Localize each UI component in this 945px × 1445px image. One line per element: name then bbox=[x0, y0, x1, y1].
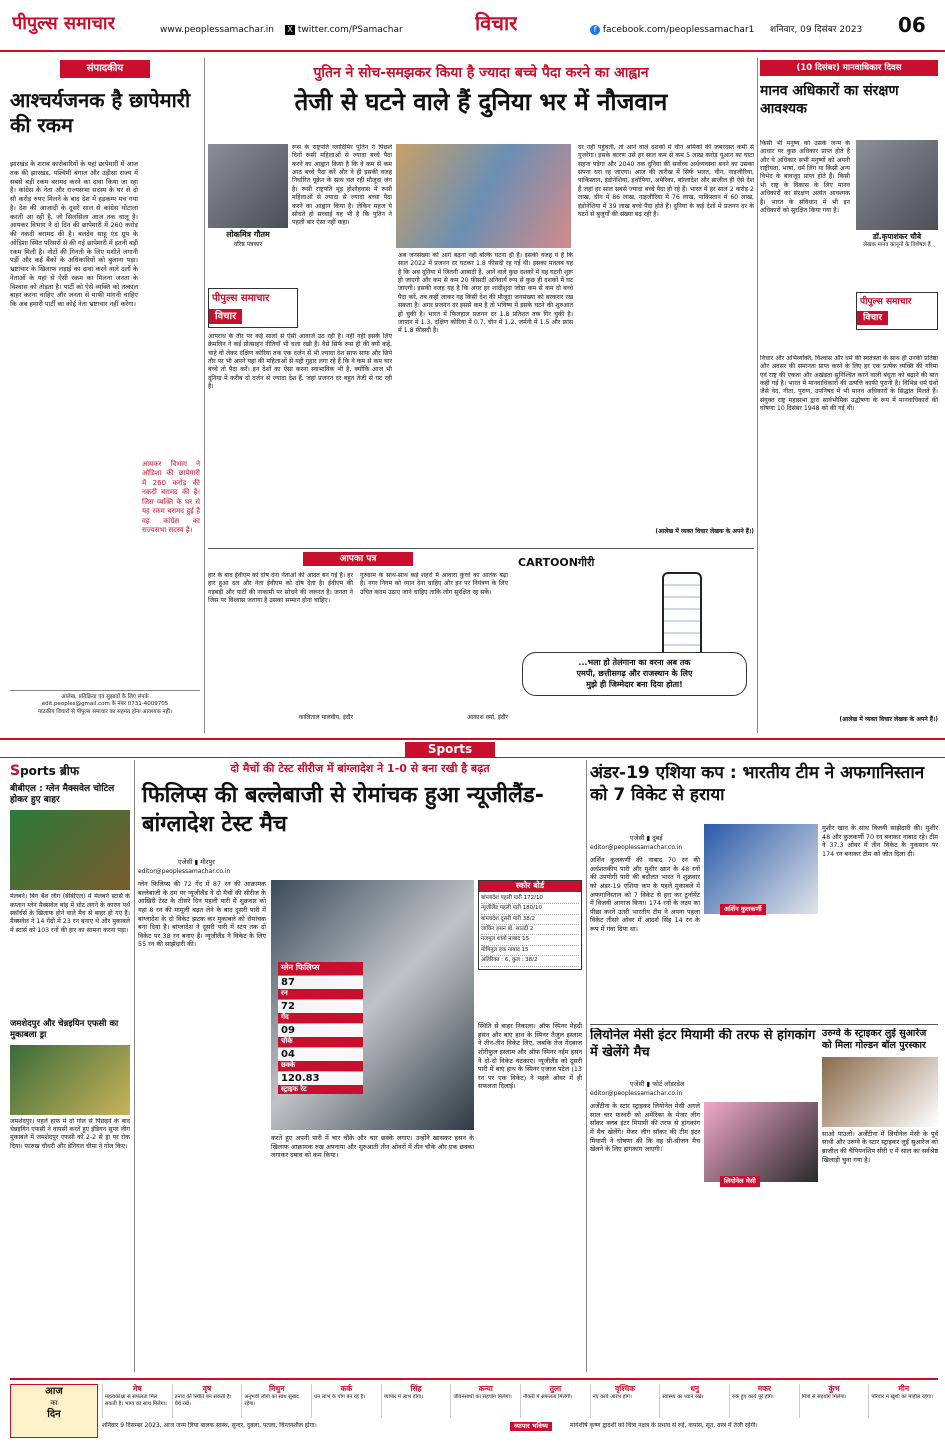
brand-logo: पीपुल्स समाचार bbox=[212, 293, 270, 304]
horoscope-signs bbox=[102, 1384, 938, 1418]
horoscope-business-label: व्यापार भविष्य bbox=[510, 1422, 552, 1431]
horoscope-sign-name: धनु bbox=[690, 1384, 700, 1393]
cartoon bbox=[512, 552, 754, 732]
letter-2-sign: आकाश वर्मा, इंदौर bbox=[467, 714, 508, 721]
sports-main-headline: फिलिप्स की बल्लेबाजी से रोमांचक हुआ न्यूजीलैंड-बांग्लादेश टेस्ट मैच bbox=[142, 783, 544, 837]
u19-body2: मुशीर खान के साथ विजयी साझेदारी की। मुशीर 48 और कुलकर्णी 70 रन बनाकर नाबाद रहे। टीम ने 37.3 ओवर में तीन विकेट के नुकसान पर 174 रन बनाकर टीम को जीत दिला दी। bbox=[822, 824, 938, 858]
u19-headline: अंडर-19 एशिया कप : भारतीय टीम ने अफगानिस्तान को 7 विकेट से हराया bbox=[590, 763, 925, 806]
phillips-stats-label: ग्लेन फिलिप्स bbox=[278, 962, 363, 975]
horoscope-sign-text: तनाव की स्थिति बन सकती है। धैर्य रखें। bbox=[174, 1394, 232, 1407]
editorial-footer-line2[interactable]: edit.peoples@gmail.com के नंबर 0731-4009705 bbox=[41, 701, 169, 708]
sports-brief-headline: बीबीएल : ग्लेन मैक्सवेल चोटिल होकर हुए बाहर bbox=[10, 783, 115, 806]
horoscope-business-text: मार्गशीर्ष कृष्ण द्वादशी को चित्रा नक्षत्र के प्रभाव से रुई, कपास, सूत, वस्त्र में तेजी रहेगी। bbox=[570, 1422, 758, 1429]
sports-brief-label-text: ports ब्रीफ bbox=[20, 764, 80, 778]
cartoon-title: CARTOONगीरी bbox=[518, 556, 595, 569]
horoscope-sign-name: वृष bbox=[202, 1384, 212, 1393]
phillips-stat-label: रन bbox=[278, 989, 363, 998]
u19-byline: एजेंसी ▮ दुबई bbox=[630, 834, 663, 842]
sports-brief-body: मेलबर्न। बिग बैश लीग (बीबीएल) में मेलबर्न स्टार्स के कप्तान ग्लेन मैक्सवेल बांह में चोट लगने के कारण पर्थ स्कॉर्चर्स के खिलाफ होने वाले मैच से बाहर हो गए हैं। मैक्सवेल ने 14 गेंदों में 23 रन बनाए थे और मुकाबले में स्टार्स को 103 रनों की हार का सामना करना पड़ा। bbox=[10, 893, 130, 934]
editorial-footer bbox=[10, 690, 200, 716]
sports-brief-label bbox=[10, 762, 130, 781]
editorial-body: झारखंड के शराब कारोबारियों के यहां छापेमारी में आज तक की झारखंड, पश्चिमी बंगाल और उड़ीसा राज्य में सबसे बड़ी रकम बरामद करने का दावा किया जा रहा है। कांग्रेस के नेता और राज्यसभा सदस्य के घर से दो सौ करोड़ रुपए मिलने के बाद देश में हड़कम्प मच गया है। देश की आजादी के दूसरे साल से कांग्रेस घोटाला करती आ रही है, जो सिलसिला आज तक चालू है। आयकर विभाग ने दो दिन की छापेमारी में 260 करोड़ की नकदी बरामद की है। बलदेव साहू एंड ग्रुप के ओड़िशा स्थित परिसरों से की गई छापेमारी में इतनी बड़ी रकम मिली है। नोटों की गिनती के लिए मशीनें लगानी पड़ीं और कई बैंकों के अधिकारियों को बुलाना पड़ा। भ्रष्टाचार के खिलाफ लड़ाई का दावा करने वाले दलों के नेताओं के यहां से ऐसी रकम का मिलना जनता के विश्वास को तोड़ता है। पार्टी को ऐसे व्यक्ति को तत्काल बाहर करना चाहिए और जनता से माफी मांगनी चाहिए कि अब हमारी पार्टी का कोई नेता भ्रष्टाचार नहीं करेगा। bbox=[10, 160, 138, 309]
masthead-website[interactable]: www.peoplessamachar.in bbox=[160, 25, 274, 35]
horoscope-title-box bbox=[10, 1384, 98, 1438]
horoscope-sign-text: अनुभवी लोगों का साथ सुखद रहेगा। bbox=[244, 1394, 299, 1407]
horoscope-sign-text: व्यापार में लाभ होगा। bbox=[383, 1394, 424, 1401]
sports-main-article bbox=[138, 762, 582, 1372]
horoscope-sign-text: नए कार्य आरंभ होंगे। bbox=[592, 1394, 632, 1401]
horoscope-sign-name: मिथुन bbox=[268, 1384, 285, 1393]
letters-title: आपका पत्र bbox=[303, 552, 413, 566]
letters bbox=[208, 552, 508, 732]
letter-1: हार के बाद ईवीएम को दोष देना नेताओं की आदत बन गई है। हर हार हुआ दल और नेता ईवीएम को दोष देता है। ईवीएम की गड़बड़ी और पार्टी की नाकामी पर सोचने की जरूरत है। जनता ने जिस पर विश्वास जताया है उसका सम्मान होना चाहिए। bbox=[208, 572, 353, 605]
editorial-side-note: आयकर विभाग ने ओडिशा की छापेमारी में 260 करोड़ की नकदी बरामद की है। जिस व्यक्ति के घर से यह रकम बरामद हुई है वह कांग्रेस का राज्यसभा सदस्य है। bbox=[142, 460, 200, 535]
letter-1-sign: कालिताल मालवीय, इंदौर bbox=[298, 714, 353, 721]
human-rights-body1: किसी भी मनुष्य को उसके जन्म के आधार पर कुछ अधिकार प्राप्त होते हैं और ये अधिकार सभी मनुष्यों को अपनी राष्ट्रीयता, भाषा, धर्म लिंग या किसी अन्य विभेद के बावजूद प्राप्त होते हैं। किसी भी राष्ट्र के विकास के लिए मानव अधिकारों का संरक्षण अत्यंत आवश्यक है। भारत के संविधान में भी इन अधिकारों को सुरक्षित किया गया है। bbox=[760, 140, 850, 214]
twitter-handle: twitter.com/PSamachar bbox=[297, 25, 403, 35]
editorial-tag: संपादकीय bbox=[60, 60, 150, 78]
horoscope-sign-name: कुंभ bbox=[828, 1384, 840, 1393]
horoscope-bottom-text: शनिवार 9 दिसम्बर 2023, आज जन्म लिया बालक स्वस्थ, सुन्दर, दुबला, पतला, चिन्तनशील होगा। bbox=[102, 1422, 317, 1429]
scoreboard-body: स्थिति से बाहर निकाला। ऑफ स्पिनर मेहदी हसन और बाएं हाथ के स्पिनर तैजुल इस्लाम ने तीन-तीन विकेट लिए, जबकि तेज गेंदबाज शोरीफुल इस्लाम और ऑफ स्पिनर नईम हसन ने दो-दो विकेट चटकाए। न्यूजीलैंड को दूसरी पारी में बाएं हाथ के स्पिनर एजाज पटेल (13 रन पर एक विकेट) ने पहले ओवर में ही सफलता दिलाई। bbox=[478, 1022, 582, 1091]
scoreboard-line: बांग्लादेश दूसरी पारी 38/2 bbox=[481, 915, 579, 925]
human-rights-author-role: लेखक मानव कानूनों के विशेषज्ञ हैं bbox=[863, 242, 931, 248]
phillips-stat-value: 72 bbox=[281, 1000, 295, 1012]
masthead-date: शनिवार, 09 दिसंबर 2023 bbox=[770, 25, 863, 35]
masthead-section: विचार bbox=[475, 11, 518, 35]
phillips-stat-row bbox=[278, 1000, 363, 1023]
cartoon-bubble bbox=[522, 652, 747, 696]
suarez-photo bbox=[822, 1057, 938, 1127]
suarez-article bbox=[822, 1028, 938, 1372]
phillips-stat-label: गेंद bbox=[278, 1013, 363, 1022]
horoscope-sign-name: तुला bbox=[549, 1384, 562, 1393]
brand-box bbox=[208, 288, 298, 328]
horoscope-sign bbox=[450, 1384, 520, 1418]
masthead-logo: पीपुल्स समाचार bbox=[12, 13, 115, 34]
horoscope-sign-text: परिवार में खुशी का माहौल रहेगा। bbox=[871, 1394, 934, 1401]
scoreboard-line: बांग्लादेश पहली पारी 172/10 bbox=[481, 894, 579, 904]
phillips-stat-row bbox=[278, 1072, 363, 1095]
horoscope-title-line2: का bbox=[50, 1398, 58, 1407]
messi-headline: लियोनेल मेसी इंटर मियामी की तरफ से हांगकांग में खेलेंगे मैच bbox=[590, 1028, 816, 1060]
phillips-stat-value: 09 bbox=[281, 1024, 295, 1036]
horoscope-sign-name: कर्क bbox=[340, 1384, 353, 1393]
phillips-stat-row bbox=[278, 1048, 363, 1071]
sports-brief bbox=[10, 762, 130, 1372]
human-rights-article bbox=[760, 60, 938, 732]
sports-brief-s: S bbox=[10, 763, 21, 779]
masthead-page-number: 06 bbox=[898, 13, 926, 37]
human-rights-footer: (आलेख में व्यक्त विचार लेखक के अपने हैं।) bbox=[839, 716, 938, 723]
messi-byline: एजेंसी ▮ फोर्ट लॉडरडेल bbox=[630, 1080, 685, 1088]
main-article-headline: तेजी से घटने वाले हैं दुनिया भर में नौजवान bbox=[294, 88, 668, 116]
main-article-footer: (आलेख में व्यक्त विचार लेखक के अपने हैं।) bbox=[655, 528, 754, 535]
horoscope-sign-name: वृश्चिक bbox=[615, 1384, 635, 1393]
u19-caption: अर्शिन कुलकर्णी bbox=[720, 904, 766, 915]
cartoon-bubble-line2: एमपी, छत्तीसगढ़ और राजस्थान के लिए bbox=[576, 668, 693, 678]
horoscope-sign-text: महत्वकांक्षा से सफलता मिल सकती है। भाग्य का साथ मिलेगा। bbox=[105, 1394, 167, 1407]
phillips-stats-list bbox=[278, 976, 363, 1095]
messi-body: अर्जेंटीना के स्टार स्ट्राइकर लियोनेल मेसी अगले साल चार फरवरी को अमेरिका के मेजर लीग सॉकर क्लब इंटर मियामी की तरफ से हांगकांग में मैच खेलेंगे। मेजर लीग सॉकर की टीम इंटर मियामी ने घोषणा की कि वह प्री-सीजन मैच खेलने के लिए हांगकांग जाएगी। bbox=[590, 1102, 700, 1154]
u19-article bbox=[590, 762, 938, 1022]
human-rights-brand-logo: पीपुल्स समाचार bbox=[860, 297, 912, 307]
main-article-col1b: आपराध के तौर पर कई सालों से ऐसी आवाजें उठ रही हैं। नहीं नहीं इसके लिए क्रेमलिन ने कई प्रोत्साहन नीतियाँ भी चला रखी हैं। वैसे सिर्फ रूस ही की क्यों कहें, चाहे वो लेकर दक्षिण कोरिया तक एक दर्जन से भी ज्यादा देश साफ साफ और छिपे तौर पर भी अपने यहां की महिलाओं से यही गुहार लगा रहे हैं कि वे कम से कम चार बच्चे तो पैदा करें। इन देशों का ऐसा करना स्वाभाविक भी है, क्योंकि आज भी दुनिया में करीब दो दर्जन से ज्यादा देश हैं, जहां प्रजनन दर बहुत तेजी से घट रही है। bbox=[208, 333, 392, 391]
scoreboard bbox=[478, 880, 582, 970]
suarez-headline: उरुग्वे के स्ट्राइकर लुई सुआरेज को मिला गोल्डन बॉल पुरस्कार bbox=[822, 1028, 927, 1052]
horoscope-sign bbox=[172, 1384, 242, 1418]
horoscope-sign-text: स्वास्थ्य का ध्यान रखें। bbox=[662, 1394, 704, 1401]
scoreboard-title: स्कोर बोर्ड bbox=[479, 881, 581, 892]
letter-2: गुरुग्राम के साथ-साथ कई शहरों में आवारा कुत्तों का आतंक बढ़ा है। नगर निगम को ध्यान देना चाहिए और इन पर नियंत्रण के लिए उचित कदम उठाए जाने चाहिए ताकि लोग सुरक्षित रह सकें। bbox=[360, 572, 508, 596]
youth-photo bbox=[396, 144, 571, 248]
sports-main-body: ग्लेन फिलिप्स की 72 गेंद में 87 रन की आक्रामक बल्लेबाजी के दम पर न्यूजीलैंड ने दो मैचों की सीरीज के आखिरी टेस्ट के तीसरे दिन पहली पारी में शुक्रवार को यहां 8 रन की मामूली बढ़त लेने के बाद दूसरी पारी में बांग्लादेश के दो विकेट झटक कर मुकाबले को रोमांचक बना दिया है। बांग्लादेश ने दूसरी पारी में स्टंप तक दो विकेट पर 38 रन बनाए हैं। न्यूजीलैंड ने विकेट के लिए 55 रन की साझेदारी की। bbox=[138, 880, 266, 949]
phillips-stat-label: स्ट्राइक रेट bbox=[278, 1085, 363, 1094]
main-article-kicker: पुतिन ने सोच-समझकर किया है ज्यादा बच्चे पैदा करने का आह्वान bbox=[313, 65, 649, 81]
scoreboard-line: न्यूजीलैंड पहली पारी 180/10 bbox=[481, 904, 579, 914]
facebook-handle: facebook.com/peoplessamachar1 bbox=[602, 25, 755, 35]
messi-caption: लियोनेल मेसी bbox=[720, 1176, 760, 1187]
horoscope-sign bbox=[590, 1384, 660, 1418]
human-rights-brand-box bbox=[856, 292, 938, 330]
scoreboard-line: मोमिनुल हक नाबाद 15 bbox=[481, 946, 579, 956]
horoscope bbox=[10, 1378, 938, 1440]
sports-brief2-headline: जमशेदपुर और चेन्नइयिन एफसी का मुकाबला ड्रा bbox=[10, 1019, 119, 1041]
facebook-icon: f bbox=[590, 25, 600, 35]
maxwell-photo bbox=[10, 810, 130, 890]
u19-email[interactable]: editor@peoplessamachar.co.in bbox=[590, 844, 683, 851]
sports-main-email[interactable]: editor@peoplessamachar.co.in bbox=[138, 868, 231, 875]
phillips-stat-label: छक्के bbox=[278, 1061, 363, 1070]
human-rights-author-name: डॉ.कृपाशंकर चौबे bbox=[872, 232, 922, 241]
twitter-icon: X bbox=[285, 25, 295, 35]
horoscope-sign-text: रुके हुए कार्य पूरे होंगे। bbox=[732, 1394, 774, 1401]
sports-banner-label: Sports bbox=[405, 742, 495, 757]
horoscope-sign-text: नौकरी में सफलता मिलेगी। bbox=[523, 1394, 573, 1401]
sports-banner bbox=[0, 738, 945, 758]
horoscope-sign bbox=[868, 1384, 938, 1418]
messi-photo bbox=[704, 1102, 818, 1182]
phillips-stats bbox=[278, 962, 363, 1094]
horoscope-sign-name: मीन bbox=[898, 1384, 910, 1393]
phillips-stat-value: 87 bbox=[281, 976, 295, 988]
scoreboard-lines bbox=[479, 892, 581, 969]
horoscope-sign bbox=[311, 1384, 381, 1418]
sports-main-byline: एजेंसी ▮ मीरपुर bbox=[178, 858, 215, 866]
editorial-footer-line3: पाठकीय विचारों से पीपुल्स समाचार का सहमत होना आवश्यक नहीं। bbox=[37, 708, 173, 715]
cartoon-bubble-line1: ...भला हो तेलंगाना का वरना अब तक bbox=[578, 658, 691, 667]
horoscope-title-line3: दिन bbox=[47, 1408, 61, 1420]
main-article-col2: अब जनसंख्या को आगे बढ़ना नहीं बल्कि घटना ही है। इसकी वजह ये है कि साल 2022 में प्रजनन दर घटकर 1.8 फीसदी रह गई थी। इसका मतलब यह है कि अब दुनिया में जितनी आबादी है, आने वाले कुछ दशकों में यह घटनी शुरू हो जाएगी और कम से कम 20 फीसदी अनिवार्य रूप से कुछ ही दशकों में घट जाएगी। इसकी वजह यह है कि अगर हर शादीशुदा जोड़ा कम से कम दो बच्चे पैदा करें, तब कहीं जाकर यह किसी देश की मौजूदा जनसंख्या को बरकरार रख सकता है। अगर प्रजनन दर इससे कम है तो भविष्य में इसके घटने की शुरुआत हो चुकी है। भारत में फिलहाल प्रजनन दर 1.8 प्रतिशत तक गिर चुकी है। जापान में 1.3, दक्षिण कोरिया में 0.7, चीन में 1.2, जर्मनी में 1.5 और फ्रांस में 1.8 फीसदी है। bbox=[398, 252, 573, 335]
author-name: लोकमित्र गौतम bbox=[226, 230, 270, 239]
u19-photo bbox=[704, 824, 818, 914]
horoscope-sign-text: धन लाभ के योग बन रहे हैं। bbox=[314, 1394, 366, 1401]
human-rights-tag: (10 दिसंबर) मानवाधिकार दिवस bbox=[760, 60, 938, 76]
author-role: वरिष्ठ पत्रकार bbox=[233, 241, 263, 248]
masthead bbox=[0, 0, 945, 52]
horoscope-sign-name: कन्या bbox=[478, 1384, 493, 1393]
human-rights-headline: मानव अधिकारों का संरक्षण आवश्यक bbox=[760, 83, 899, 118]
scoreboard-line: अतिरिक्त : 6, कुल : 38/2 bbox=[481, 956, 579, 966]
cartoon-bubble-line3: मुझे ही जिम्मेदार बना दिया होता! bbox=[586, 679, 683, 689]
u19-body: अर्शिन कुलकर्णी की नाबाद 70 रन की अर्धशतकीय पारी और मुशीर खान के 48 रनों की उपयोगी पारी की बदौलत भारत ने शुक्रवार को अंडर-19 एशिया कप के पहले मुकाबले में अफगानिस्तान को 7 विकेट से हरा कर टूर्नामेंट में विजयी आगाज किया। 174 रनों के लक्ष्य का पीछा करने उतरी भारतीय टीम ने अपना पहला विकेट तीसरे ओवर में आदर्श सिंह 14 रन के रूप में गंवा दिया था। bbox=[590, 856, 700, 934]
editorial-headline: आश्चर्यजनक है छापेमारी की रकम bbox=[10, 88, 191, 137]
main-article bbox=[208, 58, 754, 548]
horoscope-sign bbox=[102, 1384, 172, 1418]
football-photo bbox=[10, 1045, 130, 1115]
main-article-col1: रूस के राष्ट्रपति व्लादिमिर पुतिन ने पिछले दिनों रूसी महिलाओं से ज्यादा बच्चे पैदा करने का आह्वान किया है कि वे कम से कम आठ बच्चे पैदा करें और वे ही इसकी वजह निर्धारित यूक्रेन के साथ चल रही मौजूदा जंग है। रूसी राष्ट्रपति मूड़ होशोहवास में रूसी महिलाओं से ज्यादा से ज्यादा बच्चा पैदा करने का आह्वान किया है। लेकिन महज ये सोचते हो सच्चाई यह भी है कि पुतिन ने पहली बार ऐसा नहीं कहा। bbox=[292, 144, 392, 227]
scoreboard-line: नजमुल शांतो नाबाद 15 bbox=[481, 935, 579, 945]
editorial-footer-line1: आलेख, प्रतिक्रिया एवं सुझावों के लिए संपर्क bbox=[61, 694, 149, 700]
horoscope-sign bbox=[659, 1384, 729, 1418]
sports-brief2-body: जमशेदपुर। पहले हाफ में दो गोल से पिछड़ने के बाद चेन्नइयिन एफसी ने वापसी करते हुए इंडियन सुपर लीग मुकाबले में जमशेदपुर एफसी को 2-2 से ड्रा पर रोक दिया। फारुख चौधरी और डेनियल चीमा ने गोल किए। bbox=[10, 1117, 130, 1150]
horoscope-sign-name: मेष bbox=[132, 1384, 142, 1393]
evm-machine-icon bbox=[662, 572, 702, 662]
main-article-col3: दर नहीं पहुंचती, तो आने वाले दशकों में चीन श्रमिकों की जबरदस्त कमी से गुजरेगा। इसके कारण उसे हर साल कम से कम 5 लाख करोड़ यूआन का घाटा सहना पड़ेगा और 2040 तक दुनिया की सर्वोच्च अर्थव्यवस्था बनने का उसका सपना धरा रह जाएगा। आज की तारीख में सिर्फ भारत, चीन, नाइजीरिया, पाकिस्तान, इंडोनेशिया, इथोपिया, अमेरिका, बांग्लादेश और ब्राजील ही ऐसे देश हैं जहां हर साल सबसे ज्यादा बच्चे पैदा हो रहे हैं। भारत में हर साल 2 करोड़ 2 लाख, चीन में 86 लाख, नाइजीरिया में 76 लाख, पाकिस्तान में 60 लाख, इंडोनेशिया में 39 लाख बच्चे पैदा होते हैं। दुनिया के कई देशों में प्रजनन दर के घटने से बुजुर्गों की संख्या बढ़ रही है। bbox=[578, 144, 754, 218]
horoscope-sign bbox=[381, 1384, 451, 1418]
horoscope-sign-text: मित्रों से सहयोग मिलेगा। bbox=[801, 1394, 847, 1401]
phillips-stat-row bbox=[278, 976, 363, 999]
human-rights-author-photo bbox=[856, 140, 938, 230]
horoscope-sign bbox=[799, 1384, 869, 1418]
horoscope-sign bbox=[729, 1384, 799, 1418]
horoscope-sign bbox=[520, 1384, 590, 1418]
brand-tag: विचार bbox=[209, 309, 242, 325]
sports-main-body2: करते हुए अपनी पारी में चार चौके और चार छक्के लगाए। उन्होंने खासकर हसन के खिलाफ आक्रामक रुख अपनाया और शुरुआती तीन ओवरों में तीन चौके और एक छक्का लगाकर दबाव को कम किया। bbox=[271, 1134, 474, 1160]
phillips-stat-label: चौके bbox=[278, 1037, 363, 1046]
human-rights-brand-tag: विचार bbox=[857, 311, 888, 325]
scoreboard-line: जाकिर हसन बो. साउदी 2 bbox=[481, 925, 579, 935]
messi-email[interactable]: editor@peoplessamachar.co.in bbox=[590, 1090, 683, 1097]
masthead-twitter[interactable] bbox=[285, 24, 403, 36]
horoscope-sign-name: सिंह bbox=[410, 1384, 422, 1393]
masthead-facebook[interactable] bbox=[590, 24, 754, 36]
human-rights-body2: विचार और अभिव्यक्ति, विश्वास और धर्म की स्वतंत्रता के साथ ही उनकी प्रतिष्ठा और अवसर की समानता प्राप्त करने के लिए हर एक प्रत्येक व्यक्ति की गरिमा एवं राष्ट्र की एकता और अखंडता सुनिश्चित करने वाली बंधुता को बढ़ाने की बात कही गई है। भारत में मानवाधिकारों की उत्पत्ति काफी पुरानी है। विभिन्न धर्म ग्रंथों जैसे वेद, गीता, पुराण, उपनिषद में भी मानव अधिकारों के सिद्धांत मिलते हैं। संयुक्त राष्ट्र महासभा द्वारा सार्वभौमिक उद्घोषणा के रूप में मानवाधिकारों की घोषणा 10 दिसंबर 1948 को की गई थी। bbox=[760, 355, 938, 413]
author-photo bbox=[208, 144, 288, 228]
sports-main-kicker: दो मैचों की टेस्ट सीरीज में बांग्लादेश ने 1-0 से बना रखी है बढ़त bbox=[230, 762, 490, 775]
horoscope-sign bbox=[241, 1384, 311, 1418]
suarez-body: साओ पाउलो। अर्जेंटीना में लियोनेल मेसी के पूर्व साथी और उरुग्वे के स्टार स्ट्राइकर लुई सुआरेज को ब्राजील की चैंपियनशिप सीरी ए में साल का सर्वश्रेष्ठ खिलाड़ी चुना गया है। bbox=[822, 1129, 938, 1164]
horoscope-sign-text: जीवनसाथी का सहयोग मिलेगा। bbox=[453, 1394, 512, 1401]
messi-article bbox=[590, 1028, 818, 1372]
horoscope-sign-name: मकर bbox=[757, 1384, 772, 1393]
phillips-stat-row bbox=[278, 1024, 363, 1047]
horoscope-title-line1: आज bbox=[45, 1386, 63, 1397]
phillips-stat-value: 120.83 bbox=[281, 1072, 320, 1084]
editorial bbox=[10, 60, 200, 730]
phillips-stat-value: 04 bbox=[281, 1048, 295, 1060]
